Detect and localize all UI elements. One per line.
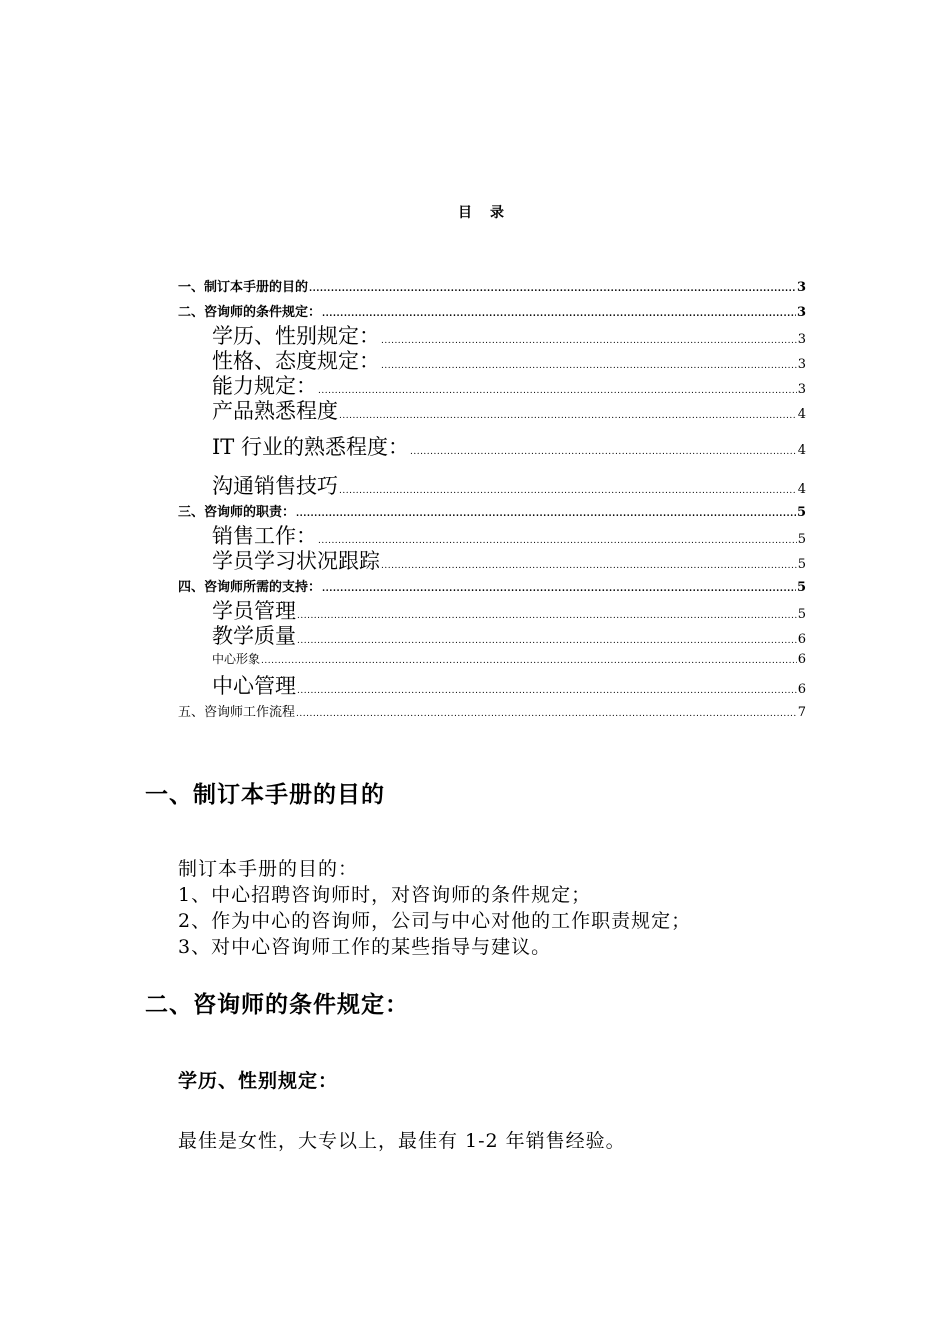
toc-page-number: 3 xyxy=(796,305,806,320)
toc-entry[interactable] xyxy=(178,670,806,700)
toc-entry-label: 中心管理 xyxy=(212,674,296,698)
toc-page-number: 5 xyxy=(797,607,806,622)
toc-leader xyxy=(339,486,797,496)
toc-entry[interactable] xyxy=(178,276,806,295)
toc-entry[interactable] xyxy=(178,470,806,500)
toc-entry[interactable] xyxy=(178,545,806,575)
toc-entry[interactable] xyxy=(178,701,806,720)
toc-leader xyxy=(381,561,797,571)
toc-entry-label: 四、咨询师所需的支持： xyxy=(178,580,322,595)
section-heading: 二、咨询师的条件规定： xyxy=(145,992,409,1018)
body-line: 制订本手册的目的： xyxy=(178,858,359,880)
toc-page-number: 5 xyxy=(796,580,806,595)
toc-page-number: 4 xyxy=(797,482,806,497)
toc-entry-label: 学历、性别规定： xyxy=(212,324,380,348)
toc-entry-label: 二、咨询师的条件规定： xyxy=(178,305,322,320)
toc-leader xyxy=(322,584,796,594)
toc-leader xyxy=(309,284,796,294)
section-heading: 一、制订本手册的目的 xyxy=(145,782,385,808)
toc-page-number: 5 xyxy=(796,505,806,520)
toc-entry-label: 沟通销售技巧 xyxy=(212,474,338,498)
toc-title: 目录 xyxy=(458,205,522,221)
toc-page-number: 4 xyxy=(797,407,806,422)
toc-entry[interactable] xyxy=(178,301,806,320)
toc-entry-label: 学员管理 xyxy=(212,599,296,623)
toc-page-number: 6 xyxy=(797,652,806,667)
toc-leader xyxy=(322,309,796,319)
toc-leader xyxy=(339,411,797,421)
toc-entry-label: 性格、态度规定： xyxy=(212,349,380,373)
body-line: 1、中心招聘咨询师时，对咨询师的条件规定； xyxy=(178,884,592,906)
toc-entry-label: 销售工作： xyxy=(212,524,317,548)
toc-entry-label: 三、咨询师的职责： xyxy=(178,505,296,520)
toc-entry[interactable] xyxy=(178,395,806,425)
toc-entry-label: 学员学习状况跟踪 xyxy=(212,549,380,573)
body-line: 最佳是女性，大专以上，最佳有 1-2 年销售经验。 xyxy=(178,1130,626,1152)
toc-entry-label: 教学质量 xyxy=(212,624,296,648)
toc-leader xyxy=(296,509,796,519)
toc-entry[interactable] xyxy=(178,650,806,667)
toc-leader xyxy=(297,636,797,646)
toc-entry[interactable] xyxy=(178,576,806,595)
toc-page-number: 3 xyxy=(797,357,806,372)
toc-page-number: 6 xyxy=(797,682,806,697)
subsection-heading: 学历、性别规定： xyxy=(178,1070,339,1092)
toc-leader xyxy=(297,686,797,696)
toc-entry-label: 一、制订本手册的目的 xyxy=(178,280,309,295)
body-line: 2、作为中心的咨询师，公司与中心对他的工作职责规定； xyxy=(178,910,692,932)
toc-leader xyxy=(296,709,797,719)
toc-entry-label: IT 行业的熟悉程度： xyxy=(212,435,409,459)
body-line: 3、对中心咨询师工作的某些指导与建议。 xyxy=(178,936,552,958)
toc-page-number: 3 xyxy=(797,332,806,347)
toc-page-number: 6 xyxy=(797,632,806,647)
toc-entry-label: 能力规定： xyxy=(212,374,317,398)
toc-page-number: 5 xyxy=(797,532,806,547)
toc-page-number: 5 xyxy=(797,557,806,572)
toc-leader xyxy=(261,656,797,666)
toc-entry-label: 产品熟悉程度 xyxy=(212,399,338,423)
toc-entry[interactable] xyxy=(178,431,806,461)
toc-entry-label: 五、咨询师工作流程 xyxy=(178,705,296,720)
toc-page-number: 7 xyxy=(797,705,806,720)
toc-entry[interactable] xyxy=(178,501,806,520)
toc-entry[interactable] xyxy=(178,620,806,650)
section-body xyxy=(178,856,691,960)
toc-entry-label: 中心形象 xyxy=(212,652,261,666)
toc-page-number: 3 xyxy=(797,382,806,397)
toc-page-number: 3 xyxy=(796,280,806,295)
toc-page-number: 4 xyxy=(797,443,806,458)
toc-leader xyxy=(410,447,797,457)
